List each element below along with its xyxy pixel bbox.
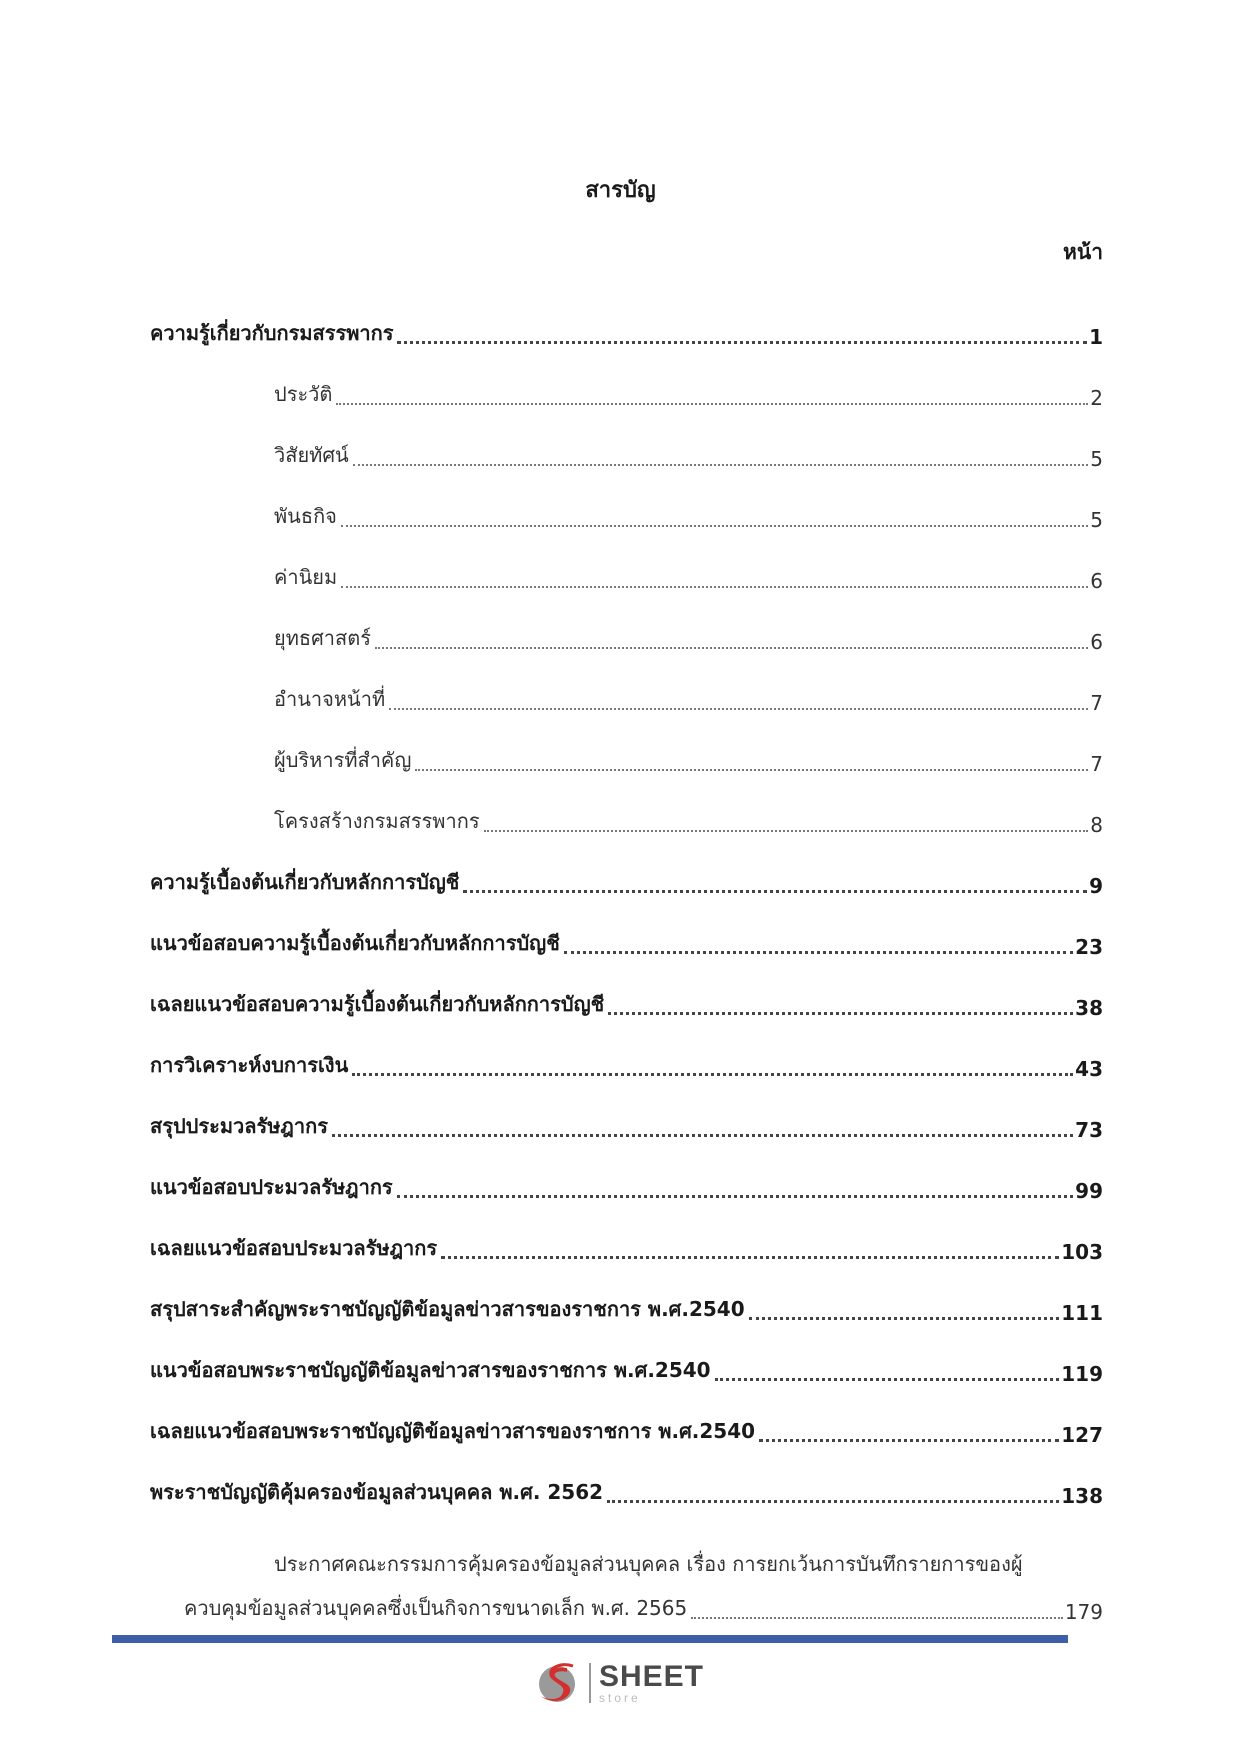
toc-entry	[150, 1020, 1103, 1081]
toc-entry-page: 73	[1075, 1118, 1103, 1142]
toc-entry-page: 43	[1075, 1057, 1103, 1081]
toc-entry	[150, 776, 1103, 837]
toc-entry-page: 7	[1090, 752, 1103, 776]
footer-rule	[112, 1635, 1068, 1643]
toc-entry-page: 127	[1061, 1423, 1103, 1447]
dot-leader	[415, 768, 1088, 771]
dot-leader	[564, 950, 1073, 954]
toc-entry	[150, 654, 1103, 715]
toc-entry-page: 5	[1090, 508, 1103, 532]
dot-leader	[353, 463, 1089, 466]
toc-entry-label: สรุปประมวลรัษฎากร	[150, 1114, 328, 1138]
toc-entry-label: พระราชบัญญัติคุ้มครองข้อมูลส่วนบุคคล พ.ศ. 2562	[150, 1480, 604, 1504]
toc-entry-label: วิสัยทัศน์	[274, 443, 349, 467]
dot-leader	[484, 829, 1089, 832]
dot-leader	[608, 1011, 1073, 1015]
toc-entry-page: 138	[1061, 1484, 1103, 1508]
logo-separator	[589, 1663, 591, 1703]
toc-entry-label: แนวข้อสอบความรู้เบื้องต้นเกี่ยวกับหลักการบัญชี	[150, 931, 560, 955]
toc-entry	[150, 959, 1103, 1020]
toc-entry-page: 9	[1089, 874, 1103, 898]
sheet-store-logo-icon	[537, 1660, 581, 1706]
logo-text	[599, 1662, 704, 1704]
toc-entry-label: ค่านิยม	[274, 565, 338, 589]
dot-leader	[749, 1316, 1060, 1320]
dot-leader	[389, 707, 1088, 710]
dot-leader	[352, 1072, 1073, 1076]
dot-leader	[375, 646, 1088, 649]
toc-entry	[150, 288, 1103, 349]
toc-entry-label: ความรู้เบื้องต้นเกี่ยวกับหลักการบัญชี	[150, 870, 460, 894]
toc-entry-label: โครงสร้างกรมสรรพากร	[274, 809, 480, 833]
toc-entry-page: 103	[1061, 1240, 1103, 1264]
toc-entry	[150, 1203, 1103, 1264]
toc-entry-page: 179	[1064, 1600, 1103, 1624]
toc-entry-page: 99	[1075, 1179, 1103, 1203]
toc-entry-label-line1: ประกาศคณะกรรมการคุ้มครองข้อมูลส่วนบุคคล เรื่อง การยกเว้นการบันทึกรายการของผู้	[274, 1552, 1023, 1576]
dot-leader	[715, 1377, 1060, 1381]
toc-entry-label: แนวข้อสอบประมวลรัษฎากร	[150, 1175, 393, 1199]
dot-leader	[607, 1499, 1059, 1503]
toc-entry-page: 6	[1090, 569, 1103, 593]
toc-title: สารบัญ	[585, 178, 656, 203]
toc-entry	[150, 532, 1103, 593]
toc-entry-page: 6	[1090, 630, 1103, 654]
dot-leader	[397, 1194, 1073, 1198]
dot-leader	[397, 340, 1087, 344]
dot-leader	[759, 1438, 1059, 1442]
dot-leader	[691, 1616, 1063, 1619]
toc-entry-page: 2	[1090, 386, 1103, 410]
toc-entry	[150, 715, 1103, 776]
dot-leader	[341, 585, 1088, 588]
toc-entry-page: 5	[1090, 447, 1103, 471]
toc-entry-page: 8	[1090, 813, 1103, 837]
toc-entry-label-line2: ควบคุมข้อมูลส่วนบุคคลซึ่งเป็นกิจการขนาดเล็ก พ.ศ. 2565	[184, 1596, 688, 1620]
page-column-label: หน้า	[1063, 240, 1103, 264]
toc-entry	[150, 1081, 1103, 1142]
toc-entry-label: อำนาจหน้าที่	[274, 687, 386, 711]
toc-entry-page: 7	[1090, 691, 1103, 715]
toc-entry	[150, 471, 1103, 532]
toc-entry-page: 1	[1089, 325, 1103, 349]
toc-entry-label: เฉลยแนวข้อสอบพระราชบัญญัติข้อมูลข่าวสารของราชการ พ.ศ.2540	[150, 1419, 756, 1443]
logo-word: SHEET	[598, 1660, 705, 1693]
sheet-store-logo	[0, 1660, 1241, 1706]
toc-entry-label: สรุปสาระสำคัญพระราชบัญญัติข้อมูลข่าวสารของราชการ พ.ศ.2540	[150, 1297, 745, 1321]
dot-leader	[341, 524, 1088, 527]
toc-entry-page: 38	[1075, 996, 1103, 1020]
toc-entry-page: 23	[1075, 935, 1103, 959]
toc-entry-label: เฉลยแนวข้อสอบประมวลรัษฎากร	[150, 1236, 438, 1260]
toc-entry-label: แนวข้อสอบพระราชบัญญัติข้อมูลข่าวสารของราชการ พ.ศ.2540	[150, 1358, 711, 1382]
toc-entry	[150, 593, 1103, 654]
toc-entry	[150, 1447, 1103, 1508]
toc-entry-page: 119	[1061, 1362, 1103, 1386]
toc-multiline-entry	[150, 1524, 1103, 1624]
dot-leader	[336, 402, 1088, 405]
logo-sub: store	[598, 1691, 641, 1705]
toc-entry-label: ผู้บริหารที่สำคัญ	[274, 748, 412, 772]
toc-entry	[150, 410, 1103, 471]
toc-entry	[150, 1386, 1103, 1447]
toc-entry	[150, 837, 1103, 898]
toc-entry	[150, 1264, 1103, 1325]
toc-entry	[150, 898, 1103, 959]
toc-entry	[150, 1142, 1103, 1203]
dot-leader	[441, 1255, 1059, 1259]
toc-entry-label: ประวัติ	[274, 382, 333, 406]
toc-entry-label: เฉลยแนวข้อสอบความรู้เบื้องต้นเกี่ยวกับหลักการบัญชี	[150, 992, 605, 1016]
toc-entry-label: การวิเคราะห์งบการเงิน	[150, 1053, 349, 1077]
toc-entry	[150, 1325, 1103, 1386]
toc-entry-label: พันธกิจ	[274, 504, 337, 528]
dot-leader	[463, 889, 1087, 893]
dot-leader	[332, 1133, 1073, 1137]
toc-entry-label: ยุทธศาสตร์	[274, 626, 371, 650]
table-of-contents	[150, 288, 1103, 1624]
toc-entry-page: 111	[1061, 1301, 1103, 1325]
toc-entry-label: ความรู้เกี่ยวกับกรมสรรพากร	[150, 321, 394, 345]
toc-entry	[150, 349, 1103, 410]
